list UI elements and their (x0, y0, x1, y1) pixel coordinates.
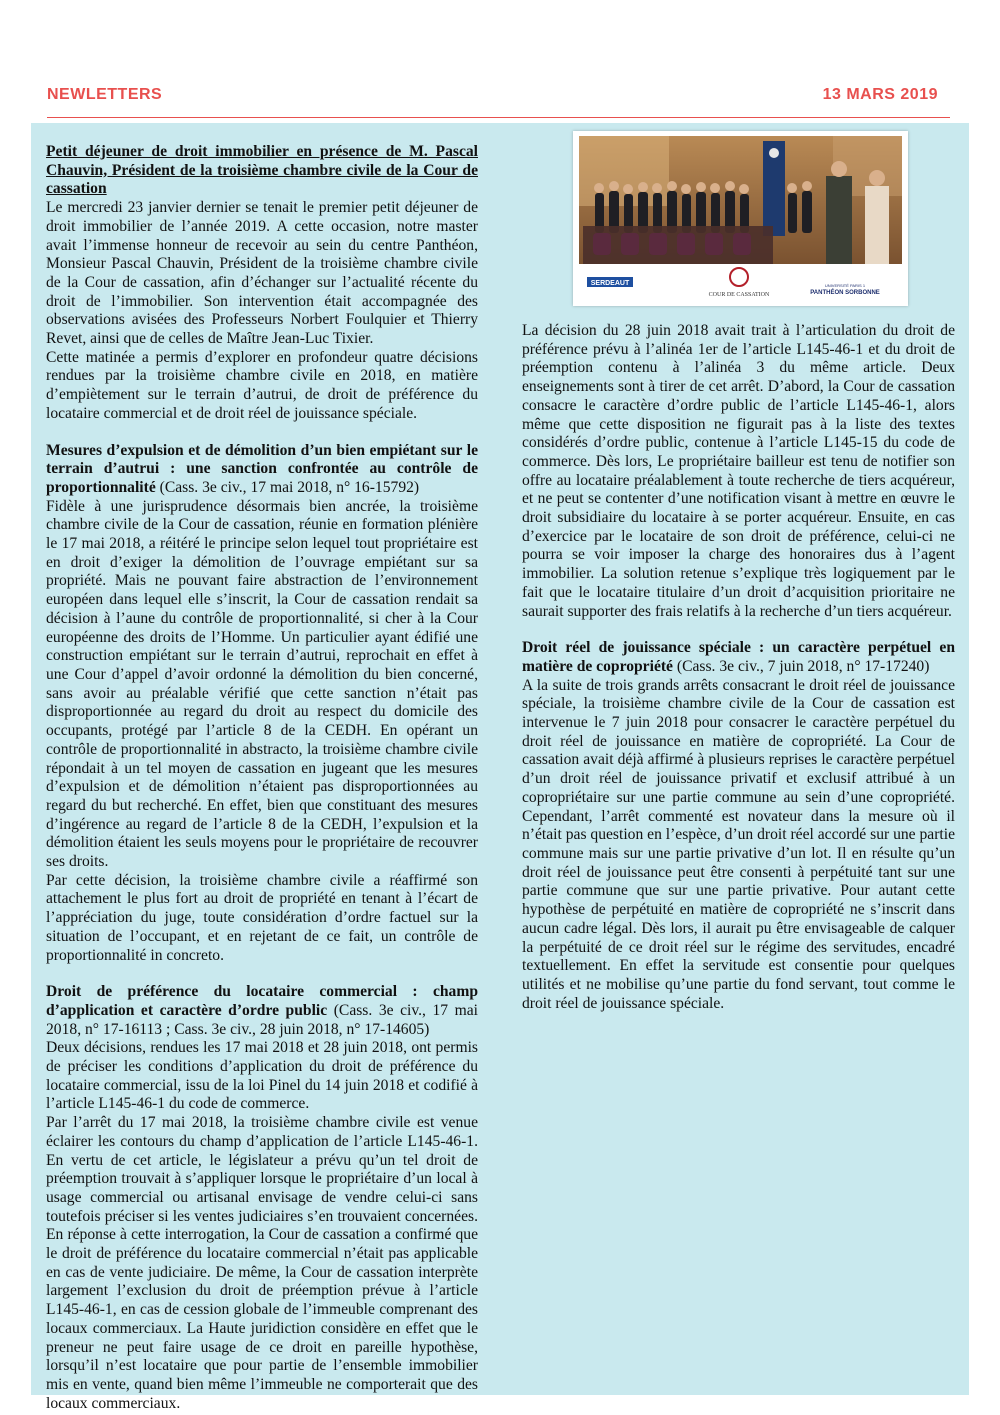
section-2-paragraph-2: Par l’arrêt du 17 mai 2018, la troisième chambre civile est venue éclairer les contours du champ d’application de l’article L145-46-1. En vertu de cet article, le législateur a prévu qu’un tel droit de préemption trouvait à s’appliquer lorsque le propriétaire d’un local à usage commercial ou artisanal envisage de vendre celui-ci sans toutefois préciser si les ventes judiciaires s’en trouvaient concernées. En réponse à cette interrogation, la Cour de cassation a confirmé que le droit de préférence du locataire commercial n’était pas applicable en cas de vente judiciaire. De même, la Cour de cassation interprète largement l’exclusion du droit de préemption prévue à l’article L145-46-1, en cas de cession globale de l’immeuble comprenant des locaux commerciaux. La Haute juridiction considère en effet que le preneur ne peut faire usage de ce droit en pareille hypothèse, lorsqu’il n’est locataire que pour partie de l’ensemble immobilier mis en vente, quand bien même l’immeuble ne comporterait que des locaux commerciaux. (46, 1114, 478, 1412)
intro-paragraph-1: Le mercredi 23 janvier dernier se tenait le premier petit déjeuner de droit immobilier de l’année 2019. A cette occasion, notre master avait l’immense honneur de recevoir au sein du centre Panthéon, Monsieur Pascal Chauvin, Président de la troisième chambre civile de la Cour de cassation, afin d’échanger sur l’actualité récente du droit de l’immobilier. Son intervention était accompagnée des observations avisées des Professeurs Norbert Foulquier et Thierry Revet, ainsi que de celles de Maître Jean-Luc Tixier. (46, 199, 478, 348)
section-2-heading (46, 983, 478, 1039)
section-3-reference: (Cass. 3e civ., 7 juin 2018, n° 17-17240) (672, 657, 930, 675)
section-3-title: Droit réel de jouissance spéciale : un caractère perpétuel en matière de copropriété (522, 639, 955, 675)
article-title: Petit déjeuner de droit immobilier en présence de M. Pascal Chauvin, Président de la troisième chambre civile de la Cour de cassation (46, 143, 478, 198)
section-2-paragraph-1: Deux décisions, rendues les 17 mai 2018 et 28 juin 2018, ont permis de préciser les conditions d’application du droit de préférence du locataire commercial, issu de la loi Pinel du 14 juin 2018 et codifié à l’article L145-46-1 du code de commerce. (46, 1039, 478, 1113)
section-1-heading (46, 442, 478, 498)
newsletter-date: 13 MARS 2019 (822, 86, 938, 103)
left-column (46, 143, 478, 1413)
header-divider (47, 117, 950, 118)
section-2-paragraph-3: La décision du 28 juin 2018 avait trait à l’articulation du droit de préférence prévu à l’alinéa 1er de l’article L145-46-1 et du droit de préemption contenu à l’alinéa 3 du même article. Deux enseignements sont à tirer de cet arrêt. D’abord, la Cour de cassation consacre le caractère d’ordre public de l’article L145-46-1, alors même que cette disposition ne figurait pas à la liste des textes considérés d’ordre public, contenue à l’article L145-15 du code de commerce. Dès lors, Le propriétaire bailleur est tenu de notifier son offre au locataire préalablement à toute recherche de tiers acquéreur, et ne peut se contenter d’une notification visant à mettre en œuvre le droit subsidiaire du locataire à se porter acquéreur. Ensuite, en cas d’exercice par le locataire de son droit de préférence, celui-ci ne pourra se voir imposer la charge des honoraires dus à l’agent immobilier. La solution retenue s’explique très logiquement par le fait que le locataire titulaire d’un droit d’acquisition prioritaire ne saurait supporter des frais relatifs à la recherche d’un tiers acquéreur. (522, 322, 955, 620)
intro-paragraph-2: Cette matinée a permis d’explorer en profondeur quatre décisions rendues par la troisième chambre civile en 2018, en matière d’empiètement sur le terrain d’autrui, de droit de préférence du locataire commercial et de droit réel de jouissance spéciale. (46, 348, 478, 422)
paris1-logo-small: UNIVERSITÉ PARIS 1 (824, 283, 866, 288)
section-1-reference: (Cass. 3e civ., 17 mai 2018, n° 16-15792) (155, 478, 420, 496)
section-1-title: Mesures d’expulsion et de démolition d’un bien empiétant sur le terrain d’autrui : une sanction confrontée au contrôle de proportionnalité (46, 441, 478, 496)
right-column (522, 322, 955, 1013)
section-3-paragraph-1: A la suite de trois grands arrêts consacrant le droit réel de jouissance spéciale, la troisième chambre civile de la Cour de cassation est intervenue le 7 juin 2018 pour consacrer le caractère perpétuel du droit réel de jouissance en matière de copropriété. La Cour de cassation avait déjà affirmé à plusieurs reprises le caractère perpétuel d’un droit réel de jouissance privatif et exclusif attribué à un copropriétaire sur une partie commune au sein d’une copropriété. Cependant, l’arrêt commenté est novateur dans la mesure où il n’était pas question en l’espèce, d’un droit réel accordé sur une partie commune mais sur une partie privative d’un lot. Il en résulte qu’un droit réel de jouissance peut être consenti à perpétuité tant sur une partie commune que sur une partie privative. Pour autant cette hypothèse de perpétuité en matière de copropriété ne s’inscrit dans aucun cadre légal. Dès lors, il aurait pu être envisageable de calquer la perpétuité de ce droit réel sur le régime des servitudes, encadré textuellement. En effet la servitude est consentie pour quelques utilités et ne mobilise qu’une partie du fond servant, tout comme le droit réel de jouissance spéciale. (522, 676, 955, 1012)
cour-de-cassation-logo: COUR DE CASSATION (708, 292, 770, 298)
serdeaut-logo: SERDEAUT (590, 280, 630, 287)
pantheon-sorbonne-logo: PANTHÉON SORBONNE (810, 290, 880, 296)
section-1-paragraph-1: Fidèle à une jurisprudence désormais bien ancrée, la troisième chambre civile de la Cour de cassation, réunie en formation plénière le 17 mai 2018, a réitéré le principe selon lequel tout propriétaire est en droit d’exiger la démolition de l’ouvrage empiétant sur sa propriété. Mais ne pouvant faire abstraction de l’environnement européen dans lequel elle s’inscrit, la Cour de cassation rendait sa décision à l’aune du contrôle de proportionnalité, si cher à la Cour européenne des droits de l’Homme. Un particulier ayant édifié une construction empiétant sur le terrain d’autrui, reprochait en effet à une Cour d’appel d’avoir ordonné la démolition du bien concerné, sans avoir au préalable vérifié que cette sanction n’était pas disproportionnée au regard du droit au respect du domicile des occupants, protégé par l’article 8 de la CEDH. En opérant un contrôle de proportionnalité in abstracto, la troisième chambre civile répondait à un tel moyen de cassation en jugeant que les mesures d’expulsion et de démolition n’étaient pas disproportionnées au regard du but recherché. En effet, bien que constituant des mesures d’ingérence au regard de l’article 8 de la CEDH, l’expulsion et la démolition étaient les seuls moyens pour le propriétaire de recouvrer ses droits. (46, 497, 478, 871)
newsletter-section-label: NEWLETTERS (47, 86, 163, 103)
section-1-paragraph-2: Par cette décision, la troisième chambre civile a réaffirmé son attachement le plus fort au droit de propriété en tenant à l’écart de l’appréciation du juge, toute considération d’ordre factuel sur la situation de l’occupant, et en rejetant de ce fait, un contrôle de proportionnalité in concreto. (46, 871, 478, 964)
section-2-reference: (Cass. 3e civ., 17 mai 2018, n° 17-16113 ; Cass. 3e civ., 28 juin 2018, n° 17-14605) (46, 1001, 479, 1038)
section-3-heading (522, 639, 955, 676)
group-photo (573, 131, 908, 306)
section-2-title: Droit de préférence du locataire commercial : champ d’application et caractère d’ordre public (46, 983, 478, 1019)
